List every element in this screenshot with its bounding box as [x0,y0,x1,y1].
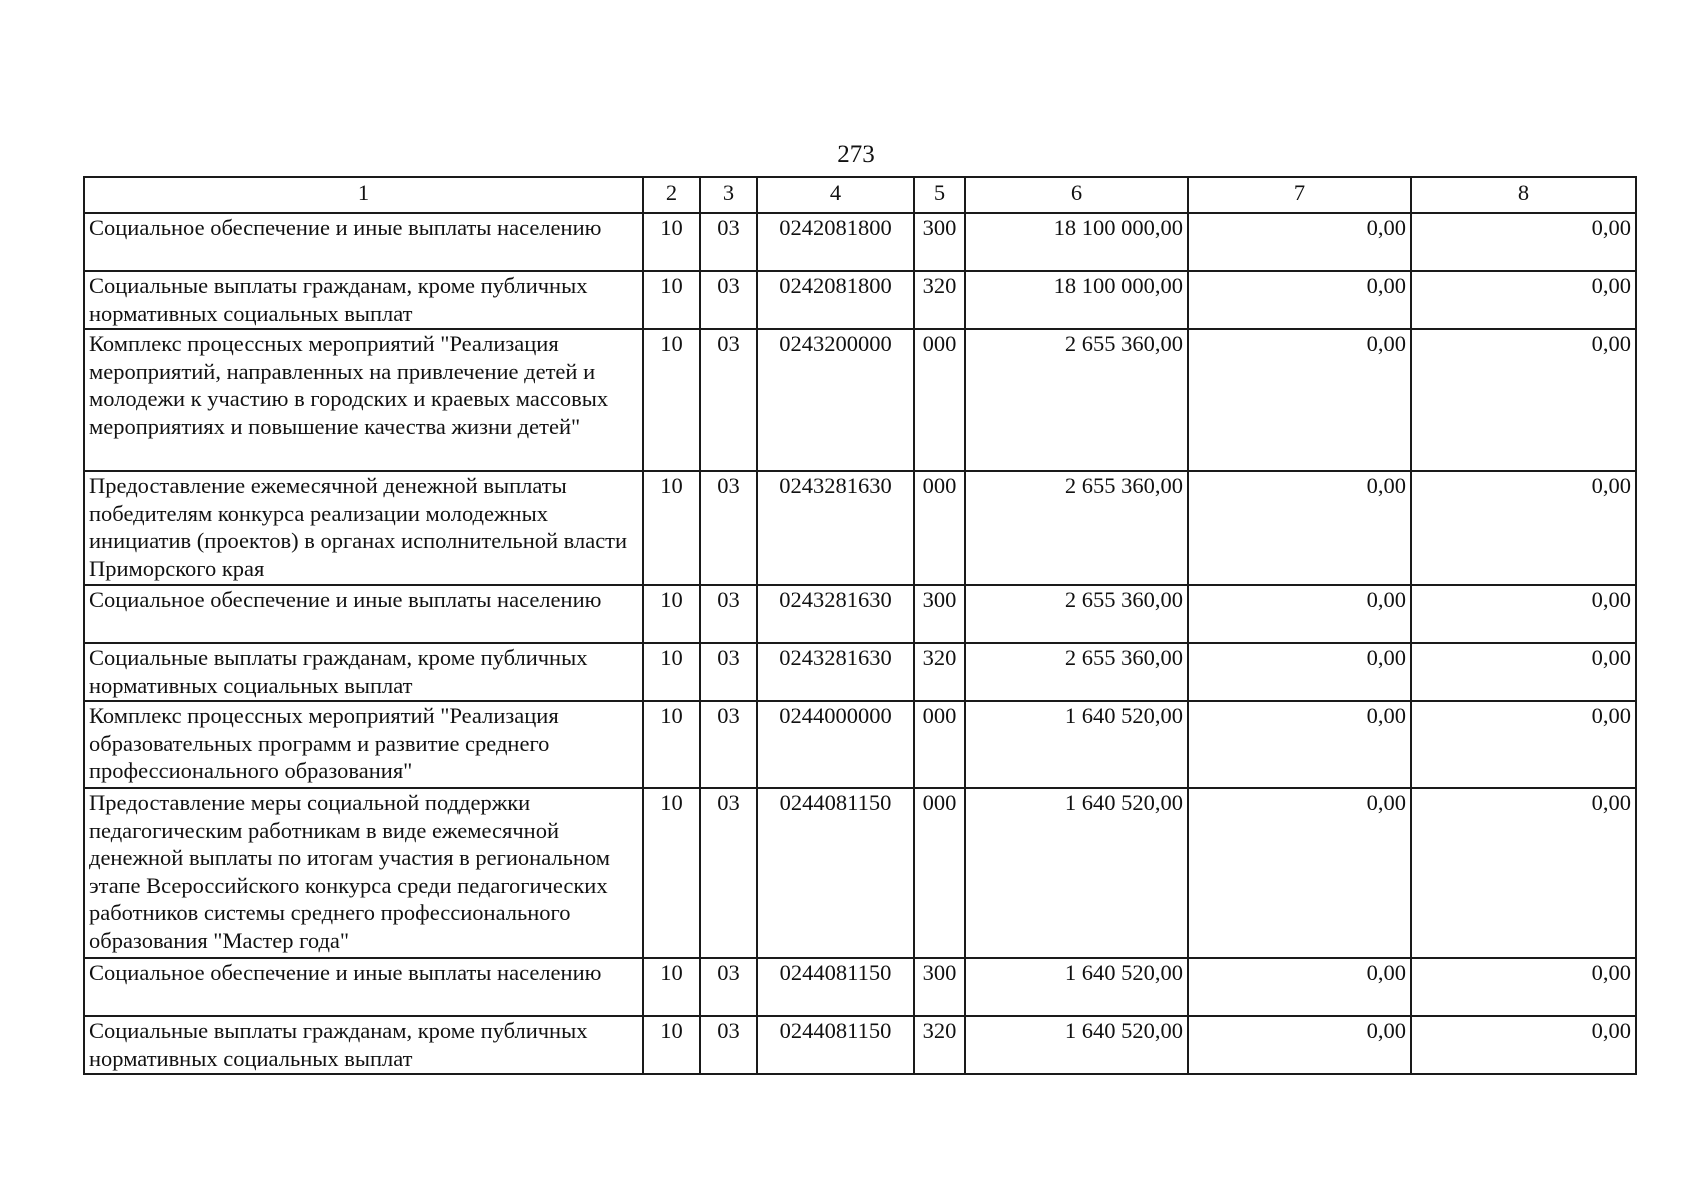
amount-col-7: 0,00 [1188,958,1411,1016]
target-article-code: 0242081800 [757,213,914,271]
target-article-code: 0242081800 [757,271,914,329]
amount-col-8: 0,00 [1411,1016,1636,1074]
page-number: 273 [837,141,875,168]
subsection-code: 03 [700,213,757,271]
column-header-3: 3 [700,177,757,213]
amount-col-8: 0,00 [1411,788,1636,958]
amount-col-6: 1 640 520,00 [965,1016,1188,1074]
amount-col-8: 0,00 [1411,643,1636,701]
target-article-code: 0244081150 [757,788,914,958]
expense-type-code: 300 [914,585,965,643]
target-article-code: 0243200000 [757,329,914,471]
row-name: Социальное обеспечение и иные выплаты населению [84,958,643,1016]
expense-type-code: 320 [914,271,965,329]
table-row [84,643,1636,701]
column-header-5: 5 [914,177,965,213]
row-name: Комплекс процессных мероприятий "Реализация мероприятий, направленных на привлечение детей и молодежи к участию в городских и краевых массовых мероприятиях и повышение качества жизни детей" [84,329,643,471]
amount-col-8: 0,00 [1411,958,1636,1016]
amount-col-8: 0,00 [1411,701,1636,788]
header-row [84,177,1636,213]
target-article-code: 0244081150 [757,958,914,1016]
table-row [84,701,1636,788]
subsection-code: 03 [700,1016,757,1074]
amount-col-8: 0,00 [1411,213,1636,271]
table-row [84,585,1636,643]
expense-type-code: 000 [914,329,965,471]
expense-type-code: 300 [914,958,965,1016]
section-code: 10 [643,271,700,329]
subsection-code: 03 [700,471,757,585]
amount-col-7: 0,00 [1188,271,1411,329]
amount-col-6: 1 640 520,00 [965,788,1188,958]
amount-col-8: 0,00 [1411,271,1636,329]
table-row [84,271,1636,329]
table-row [84,329,1636,471]
row-name: Предоставление меры социальной поддержки педагогическим работникам в виде ежемесячной денежной выплаты по итогам участия в региональном этапе Всероссийского конкурса среди педагогических работников системы среднего профессионального образования "Мастер года" [84,788,643,958]
section-code: 10 [643,788,700,958]
row-name: Социальные выплаты гражданам, кроме публичных нормативных социальных выплат [84,271,643,329]
row-name: Социальные выплаты гражданам, кроме публичных нормативных социальных выплат [84,643,643,701]
column-header-6: 6 [965,177,1188,213]
subsection-code: 03 [700,643,757,701]
amount-col-7: 0,00 [1188,643,1411,701]
table-row [84,1016,1636,1074]
table-row [84,471,1636,585]
amount-col-8: 0,00 [1411,329,1636,471]
section-code: 10 [643,958,700,1016]
target-article-code: 0244000000 [757,701,914,788]
subsection-code: 03 [700,271,757,329]
column-header-8: 8 [1411,177,1636,213]
table-row [84,958,1636,1016]
section-code: 10 [643,643,700,701]
row-name: Комплекс процессных мероприятий "Реализация образовательных программ и развитие среднего профессионального образования" [84,701,643,788]
amount-col-6: 1 640 520,00 [965,701,1188,788]
amount-col-6: 2 655 360,00 [965,585,1188,643]
row-name: Социальное обеспечение и иные выплаты населению [84,213,643,271]
subsection-code: 03 [700,701,757,788]
column-header-7: 7 [1188,177,1411,213]
column-header-2: 2 [643,177,700,213]
section-code: 10 [643,701,700,788]
section-code: 10 [643,213,700,271]
section-code: 10 [643,1016,700,1074]
budget-table [83,176,1637,1075]
amount-col-8: 0,00 [1411,471,1636,585]
expense-type-code: 300 [914,213,965,271]
column-header-4: 4 [757,177,914,213]
amount-col-7: 0,00 [1188,471,1411,585]
row-name: Предоставление ежемесячной денежной выплаты победителям конкурса реализации молодежных инициатив (проектов) в органах исполнительной власти Приморского края [84,471,643,585]
row-name: Социальное обеспечение и иные выплаты населению [84,585,643,643]
expense-type-code: 320 [914,1016,965,1074]
amount-col-6: 18 100 000,00 [965,271,1188,329]
expense-type-code: 000 [914,701,965,788]
subsection-code: 03 [700,585,757,643]
target-article-code: 0243281630 [757,471,914,585]
amount-col-7: 0,00 [1188,213,1411,271]
amount-col-7: 0,00 [1188,788,1411,958]
amount-col-6: 18 100 000,00 [965,213,1188,271]
expense-type-code: 000 [914,788,965,958]
target-article-code: 0243281630 [757,643,914,701]
amount-col-6: 2 655 360,00 [965,329,1188,471]
amount-col-7: 0,00 [1188,701,1411,788]
section-code: 10 [643,471,700,585]
amount-col-8: 0,00 [1411,585,1636,643]
subsection-code: 03 [700,958,757,1016]
section-code: 10 [643,585,700,643]
row-name: Социальные выплаты гражданам, кроме публичных нормативных социальных выплат [84,1016,643,1074]
column-header-1: 1 [84,177,643,213]
expense-type-code: 000 [914,471,965,585]
table-row [84,213,1636,271]
amount-col-6: 1 640 520,00 [965,958,1188,1016]
amount-col-6: 2 655 360,00 [965,471,1188,585]
target-article-code: 0244081150 [757,1016,914,1074]
amount-col-7: 0,00 [1188,585,1411,643]
target-article-code: 0243281630 [757,585,914,643]
section-code: 10 [643,329,700,471]
table-row [84,788,1636,958]
subsection-code: 03 [700,329,757,471]
subsection-code: 03 [700,788,757,958]
amount-col-7: 0,00 [1188,329,1411,471]
expense-type-code: 320 [914,643,965,701]
amount-col-6: 2 655 360,00 [965,643,1188,701]
amount-col-7: 0,00 [1188,1016,1411,1074]
